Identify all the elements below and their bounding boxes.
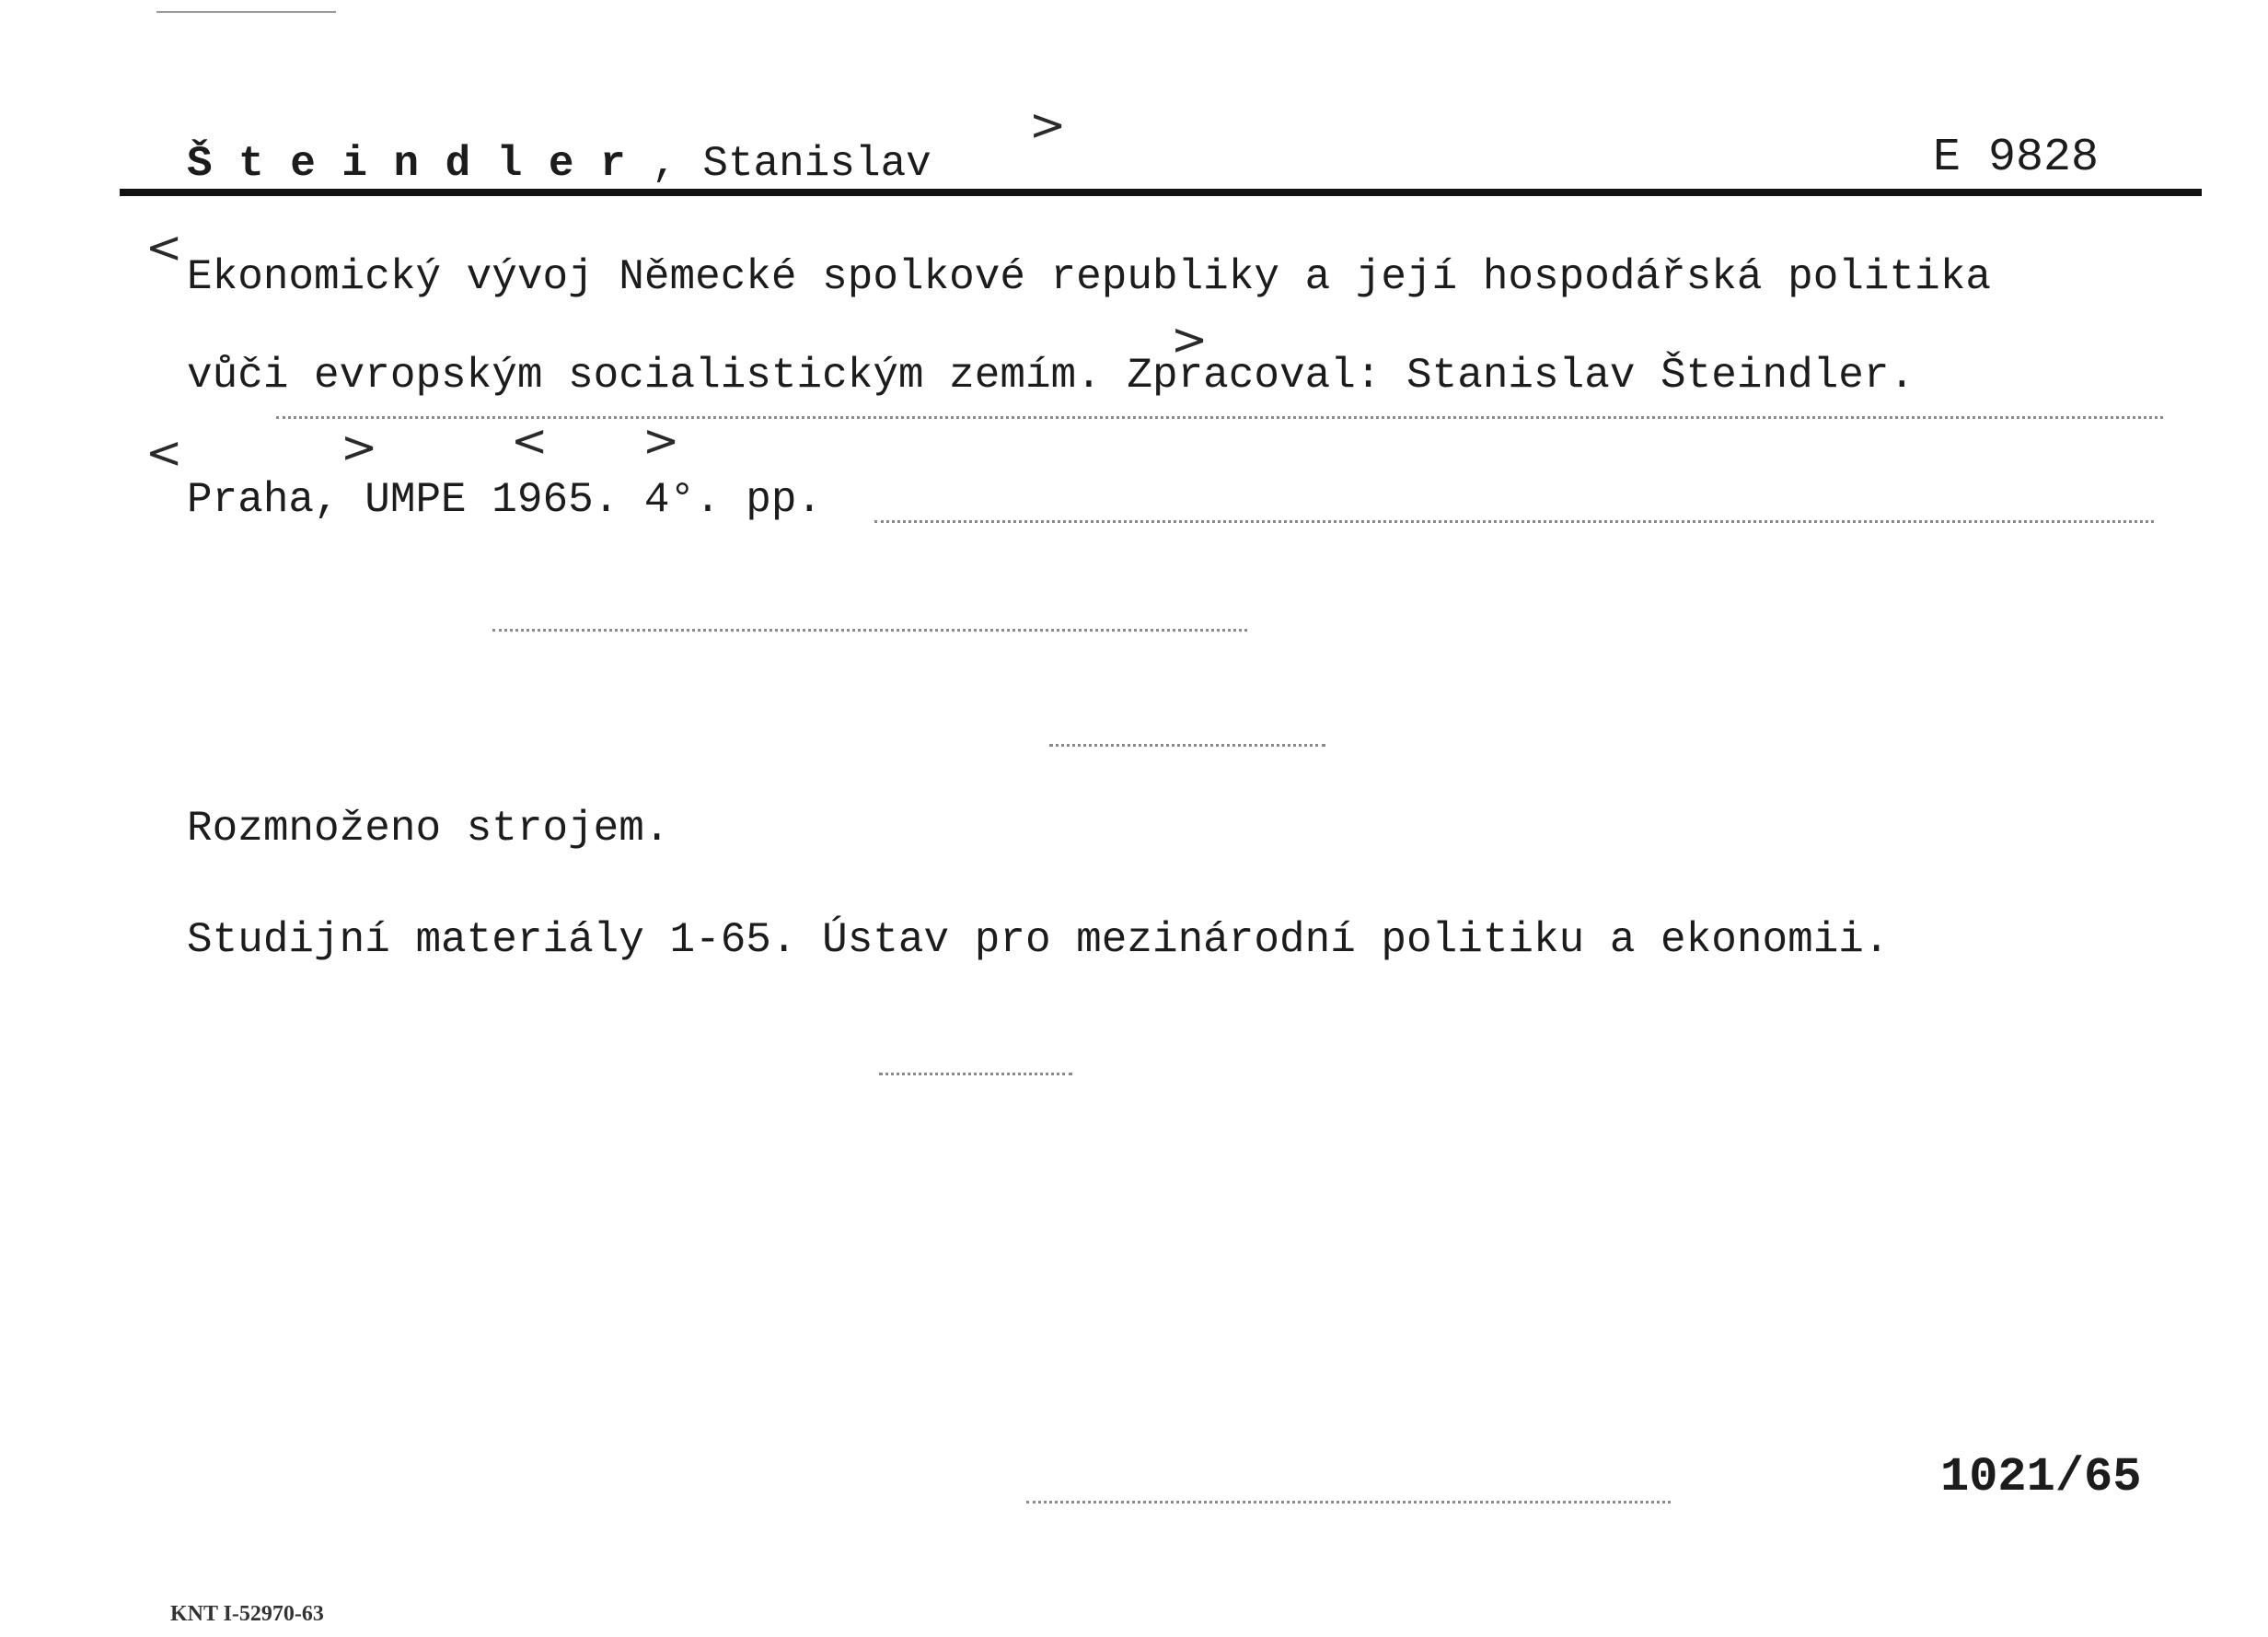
- heading-rule: [120, 189, 2202, 196]
- title-mid-mark: >: [1171, 314, 1209, 366]
- imprint-mark-a: >: [341, 422, 378, 473]
- author-surname: Šteindler: [187, 140, 653, 188]
- title-start-mark: <: [145, 222, 183, 273]
- stray-dots-3: [879, 1073, 1072, 1075]
- imprint-line: Praha, UMPE 1965. 4°. pp.: [187, 476, 823, 524]
- top-faint-rule: [156, 11, 336, 13]
- note-reproduction: Rozmnoženo strojem.: [187, 805, 670, 853]
- imprint-mark-c: >: [642, 415, 680, 467]
- printer-mark: KNT I-52970-63: [170, 1602, 324, 1626]
- author-heading: [187, 140, 932, 188]
- call-number: E 9828: [1933, 132, 2100, 184]
- title-line-2-dots: [276, 416, 2163, 419]
- stray-dots-2: [1049, 744, 1325, 747]
- imprint-line-dots: [874, 520, 2154, 523]
- author-given-name: Stanislav: [702, 140, 932, 188]
- title-line-2: vůči evropským socialistickým zemím. Zpracoval: Stanislav Šteindler.: [187, 352, 1915, 400]
- stray-dots-4: [1026, 1501, 1671, 1503]
- imprint-start-mark: <: [145, 427, 183, 479]
- title-line-1: Ekonomický vývoj Německé spolkové republiky a její hospodářská politika: [187, 253, 1991, 301]
- stray-dots-1: [492, 629, 1247, 632]
- author-arrow-mark: >: [1029, 99, 1067, 151]
- inventory-number: 1021/65: [1940, 1450, 2142, 1504]
- imprint-mark-b: <: [511, 415, 549, 467]
- note-series: Studijní materiály 1-65. Ústav pro mezinárodní politiku a ekonomii.: [187, 916, 1890, 964]
- author-separator: ,: [652, 140, 677, 188]
